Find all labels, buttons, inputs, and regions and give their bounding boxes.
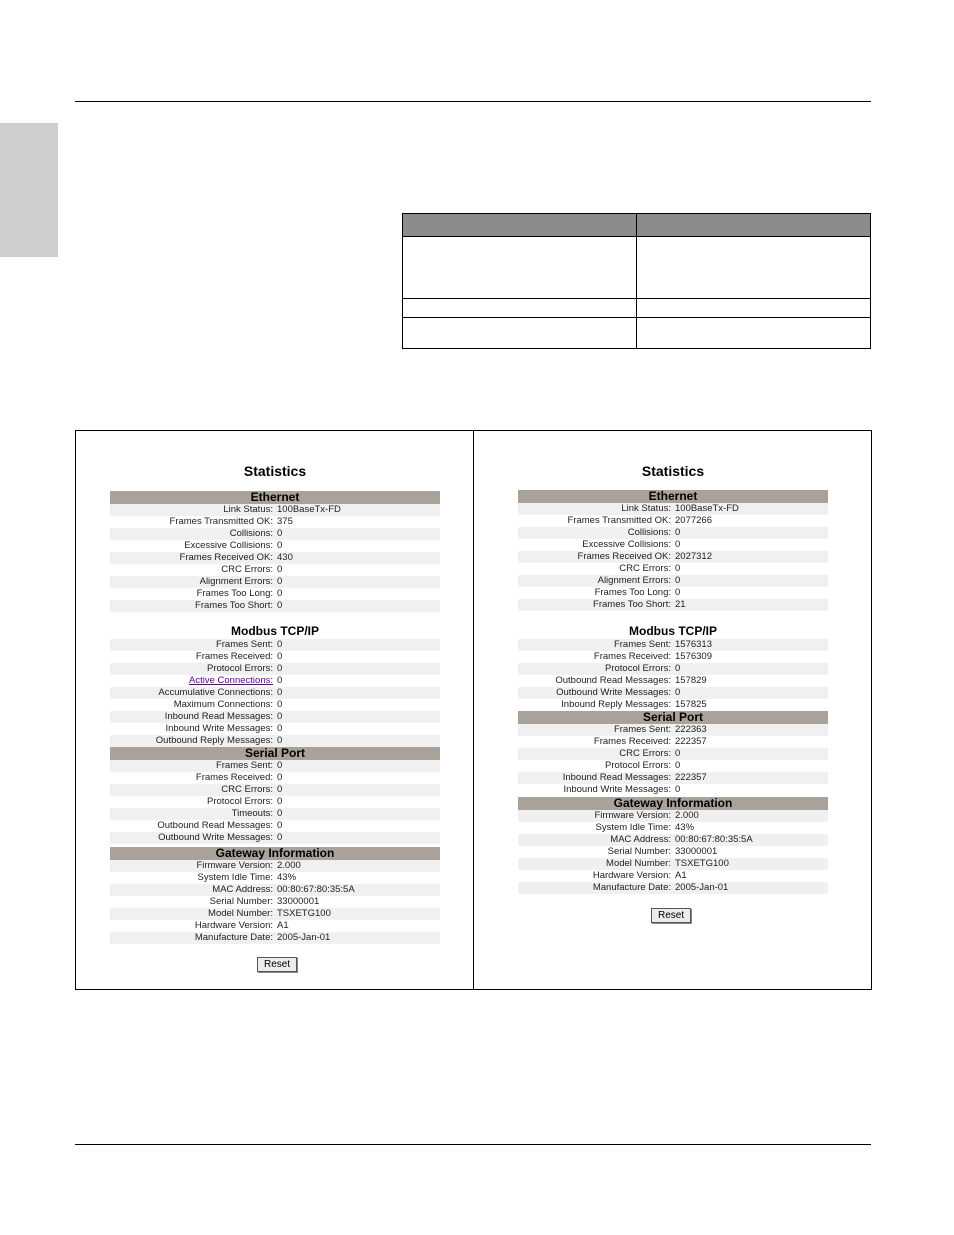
stat-value: 43% <box>277 872 297 883</box>
gateway-information-section <box>110 847 440 944</box>
ref-table-cell <box>637 299 871 318</box>
stat-value: 222357 <box>675 772 707 783</box>
ref-table-cell <box>403 237 637 299</box>
stat-row <box>518 651 828 663</box>
stat-value: 33000001 <box>675 846 718 857</box>
stat-label: Frames Too Long: <box>594 587 671 598</box>
stat-label: Protocol Errors: <box>605 663 671 674</box>
stat-row <box>110 528 440 540</box>
stat-row <box>110 663 440 675</box>
stat-value: 2027312 <box>675 551 712 562</box>
stat-value: 0 <box>675 748 681 759</box>
stat-value: 2.000 <box>277 860 301 871</box>
stat-row <box>518 810 828 822</box>
stat-label: Protocol Errors: <box>605 760 671 771</box>
stat-row <box>110 699 440 711</box>
section-header-ethernet: Ethernet <box>518 490 828 503</box>
stat-value: A1 <box>277 920 289 931</box>
stat-value: 2005-Jan-01 <box>277 932 331 943</box>
stat-row <box>518 760 828 772</box>
stat-value: 00:80:67:80:35:5A <box>277 884 355 895</box>
stat-label: Protocol Errors: <box>207 796 273 807</box>
statistics-panel-left <box>76 431 474 989</box>
stat-row <box>110 504 440 516</box>
stat-value: 1576309 <box>675 651 712 662</box>
ref-table-header-1 <box>403 214 637 237</box>
stat-value: 0 <box>277 639 283 650</box>
section-header-gateway-information: Gateway Information <box>110 847 440 860</box>
stat-value: 375 <box>277 516 293 527</box>
stat-row <box>110 860 440 872</box>
stat-label: Outbound Write Messages: <box>556 687 671 698</box>
stat-label: Collisions: <box>229 528 273 539</box>
stat-value: 222363 <box>675 724 707 735</box>
stat-row <box>110 516 440 528</box>
stat-label: Frames Received: <box>195 772 273 783</box>
stat-row <box>518 846 828 858</box>
stat-label: Hardware Version: <box>194 920 273 931</box>
stat-label: CRC Errors: <box>619 748 671 759</box>
stat-row <box>518 527 828 539</box>
stat-label: Frames Sent: <box>215 639 273 650</box>
stat-row <box>518 772 828 784</box>
stat-label: Frames Transmitted OK: <box>169 516 273 527</box>
stat-row <box>110 564 440 576</box>
section-header-gateway-information: Gateway Information <box>518 797 828 810</box>
stat-label: MAC Address: <box>212 884 273 895</box>
stat-label: Outbound Read Messages: <box>157 820 273 831</box>
stat-label: Firmware Version: <box>196 860 273 871</box>
reset-button[interactable]: Reset <box>651 908 691 923</box>
stat-row <box>110 772 440 784</box>
stat-row <box>518 784 828 796</box>
stat-value: TSXETG100 <box>277 908 331 919</box>
stat-value: 0 <box>277 735 283 746</box>
stat-value: A1 <box>675 870 687 881</box>
stat-value: 0 <box>675 527 681 538</box>
stat-row <box>110 784 440 796</box>
stat-label: Frames Too Short: <box>195 600 273 611</box>
stat-value: 100BaseTx-FD <box>675 503 739 514</box>
stat-row <box>110 832 440 844</box>
stat-row <box>518 687 828 699</box>
stat-label: Frames Received OK: <box>179 552 273 563</box>
stat-label: Model Number: <box>606 858 671 869</box>
stat-label: Accumulative Connections: <box>158 687 273 698</box>
top-rule <box>75 101 871 102</box>
stat-label: Frames Sent: <box>613 639 671 650</box>
stat-value: 00:80:67:80:35:5A <box>675 834 753 845</box>
stat-row <box>110 540 440 552</box>
section-header-serial-port: Serial Port <box>110 747 440 760</box>
stat-value: 2.000 <box>675 810 699 821</box>
stat-row <box>518 599 828 611</box>
stat-value: 0 <box>675 760 681 771</box>
stat-label: System Idle Time: <box>595 822 671 833</box>
stat-row <box>110 687 440 699</box>
stat-label: System Idle Time: <box>197 872 273 883</box>
stat-value: 0 <box>277 675 283 686</box>
stat-label: Manufacture Date: <box>592 882 671 893</box>
section-header-modbus: Modbus TCP/IP <box>231 624 319 638</box>
stat-value: 0 <box>277 528 283 539</box>
stat-value: 157829 <box>675 675 707 686</box>
stat-label: Collisions: <box>627 527 671 538</box>
page-title: Statistics <box>243 463 307 479</box>
stat-row <box>110 820 440 832</box>
stat-row <box>518 822 828 834</box>
ref-table-cell <box>637 237 871 299</box>
stat-value: 33000001 <box>277 896 320 907</box>
stat-row <box>110 639 440 651</box>
stat-value: 430 <box>277 552 293 563</box>
stat-label: Frames Sent: <box>215 760 273 771</box>
stat-row <box>110 908 440 920</box>
stat-value: 0 <box>277 600 283 611</box>
reference-table <box>402 213 871 349</box>
stat-label: Link Status: <box>621 503 671 514</box>
stat-label: Hardware Version: <box>592 870 671 881</box>
stat-row <box>518 515 828 527</box>
stat-value: 222357 <box>675 736 707 747</box>
stat-label: Frames Sent: <box>613 724 671 735</box>
stat-row <box>110 723 440 735</box>
stat-value: 0 <box>277 832 283 843</box>
stat-label: MAC Address: <box>610 834 671 845</box>
modbus-section <box>110 623 440 747</box>
stat-value: 0 <box>277 564 283 575</box>
stat-row <box>518 503 828 515</box>
stat-value: 0 <box>675 587 681 598</box>
stat-label: Protocol Errors: <box>207 663 273 674</box>
serial-port-section <box>518 711 828 796</box>
stat-value: 0 <box>277 588 283 599</box>
gateway-information-section <box>518 797 828 894</box>
stat-label: Inbound Write Messages: <box>563 784 671 795</box>
stat-label: Inbound Reply Messages: <box>561 699 671 710</box>
stat-label: Inbound Read Messages: <box>164 711 273 722</box>
stat-value: 0 <box>277 723 283 734</box>
stat-label: Excessive Collisions: <box>184 540 273 551</box>
stat-value: 2077266 <box>675 515 712 526</box>
stat-label: Outbound Write Messages: <box>158 832 273 843</box>
stat-label: Outbound Reply Messages: <box>155 735 273 746</box>
stat-row <box>110 872 440 884</box>
stat-label: Link Status: <box>223 504 273 515</box>
ref-table-cell <box>403 318 637 349</box>
stat-value: 0 <box>277 820 283 831</box>
active-connections-link[interactable]: Active Connections: <box>189 675 273 686</box>
stat-row <box>518 870 828 882</box>
stat-value: 0 <box>277 784 283 795</box>
stat-row <box>110 711 440 723</box>
stat-value: 0 <box>277 651 283 662</box>
modbus-section <box>518 623 828 711</box>
stat-row <box>110 651 440 663</box>
stat-label: Outbound Read Messages: <box>555 675 671 686</box>
stat-row <box>110 796 440 808</box>
stat-row <box>518 882 828 894</box>
stat-label: Excessive Collisions: <box>582 539 671 550</box>
stat-value: 43% <box>675 822 695 833</box>
stat-row <box>518 675 828 687</box>
stat-value: 0 <box>675 663 681 674</box>
serial-port-section <box>110 747 440 844</box>
stat-value: 21 <box>675 599 686 610</box>
stat-label: Serial Number: <box>607 846 671 857</box>
stat-value: 0 <box>277 796 283 807</box>
ref-table-cell <box>637 318 871 349</box>
stat-label: Frames Received: <box>593 736 671 747</box>
stat-value: 0 <box>277 687 283 698</box>
stat-label: Frames Received: <box>195 651 273 662</box>
stat-row <box>518 587 828 599</box>
stat-value: 0 <box>277 576 283 587</box>
stat-value: 0 <box>675 575 681 586</box>
stat-label: Frames Too Long: <box>196 588 273 599</box>
stat-label: Frames Received OK: <box>577 551 671 562</box>
stat-label: Alignment Errors: <box>199 576 273 587</box>
stat-value: 0 <box>675 563 681 574</box>
stat-row <box>518 539 828 551</box>
stat-value: 0 <box>675 687 681 698</box>
stat-value: 0 <box>277 663 283 674</box>
stat-row <box>110 576 440 588</box>
statistics-figure <box>75 430 872 990</box>
stat-row <box>110 675 440 687</box>
stat-value: 1576313 <box>675 639 712 650</box>
stat-value: 0 <box>277 760 283 771</box>
stat-value: 0 <box>675 539 681 550</box>
stat-row <box>110 600 440 612</box>
stat-value: 0 <box>277 808 283 819</box>
stat-row <box>518 748 828 760</box>
stat-label: Serial Number: <box>209 896 273 907</box>
reset-button[interactable]: Reset <box>257 957 297 972</box>
ethernet-section <box>110 491 440 612</box>
stat-row <box>110 808 440 820</box>
stat-label: Frames Too Short: <box>593 599 671 610</box>
stat-value: 0 <box>675 784 681 795</box>
section-header-serial-port: Serial Port <box>518 711 828 724</box>
stat-label: Frames Received: <box>593 651 671 662</box>
stat-label: Firmware Version: <box>594 810 671 821</box>
section-header-ethernet: Ethernet <box>110 491 440 504</box>
stat-row <box>518 663 828 675</box>
stat-row <box>518 724 828 736</box>
ref-table-header-2 <box>637 214 871 237</box>
ref-table-cell <box>403 299 637 318</box>
stat-row <box>110 920 440 932</box>
stat-label: Inbound Read Messages: <box>562 772 671 783</box>
chapter-tab <box>0 123 58 257</box>
stat-row <box>110 932 440 944</box>
stat-label: Maximum Connections: <box>173 699 273 710</box>
stat-value: 0 <box>277 699 283 710</box>
stat-row <box>518 563 828 575</box>
stat-label: CRC Errors: <box>221 784 273 795</box>
stat-value: 0 <box>277 772 283 783</box>
stat-label: Timeouts: <box>231 808 273 819</box>
stat-row <box>518 551 828 563</box>
stat-row <box>110 896 440 908</box>
stat-row <box>110 884 440 896</box>
stat-value: 157825 <box>675 699 707 710</box>
stat-value: 100BaseTx-FD <box>277 504 341 515</box>
page-title: Statistics <box>641 463 705 479</box>
section-header-modbus: Modbus TCP/IP <box>629 624 717 638</box>
stat-label: CRC Errors: <box>221 564 273 575</box>
stat-value: 0 <box>277 540 283 551</box>
bottom-rule <box>75 1144 871 1145</box>
stat-label: Alignment Errors: <box>597 575 671 586</box>
stat-value: 2005-Jan-01 <box>675 882 729 893</box>
stat-label: Frames Transmitted OK: <box>567 515 671 526</box>
stat-label: Manufacture Date: <box>194 932 273 943</box>
stat-label: CRC Errors: <box>619 563 671 574</box>
statistics-panel-right <box>474 431 872 989</box>
stat-value: TSXETG100 <box>675 858 729 869</box>
ethernet-section <box>518 490 828 611</box>
stat-value: 0 <box>277 711 283 722</box>
stat-row <box>518 639 828 651</box>
stat-label: Inbound Write Messages: <box>165 723 273 734</box>
stat-row <box>110 552 440 564</box>
stat-row <box>110 588 440 600</box>
stat-row <box>518 858 828 870</box>
stat-row <box>518 736 828 748</box>
stat-row <box>110 760 440 772</box>
stat-row <box>518 575 828 587</box>
stat-label: Model Number: <box>208 908 273 919</box>
stat-row <box>518 834 828 846</box>
